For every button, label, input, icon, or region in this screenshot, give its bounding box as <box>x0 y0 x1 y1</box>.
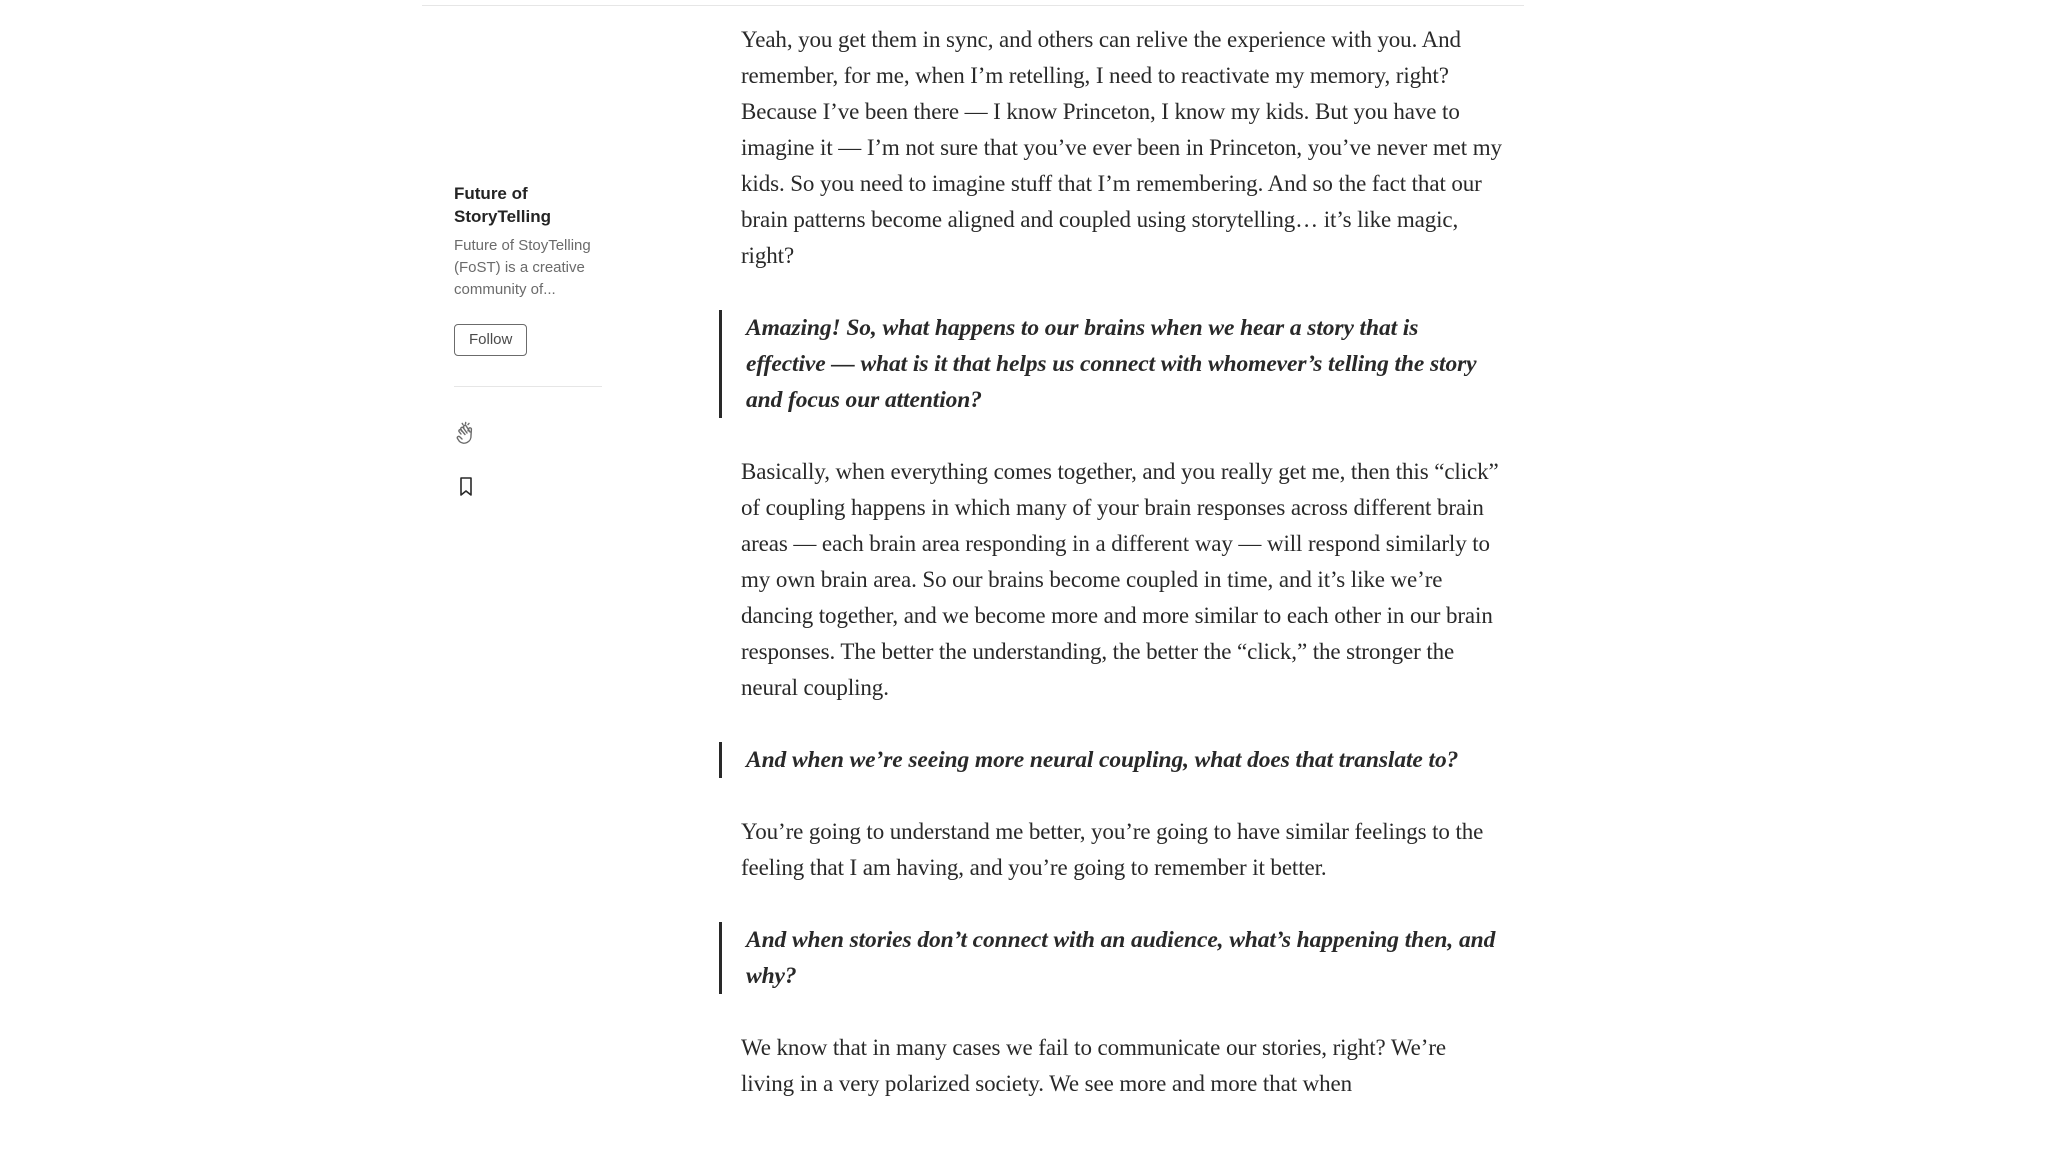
clap-icon[interactable] <box>452 420 482 450</box>
publication-name[interactable]: Future of StoryTelling <box>454 184 551 226</box>
article-paragraph: We know that in many cases we fail to communicate our stories, right? We’re living in a very polarized society. We see more and more that when <box>741 1035 1446 1096</box>
article-body <box>741 22 1503 1138</box>
article-paragraph: You’re going to understand me better, you’re going to have similar feelings to the feeling that I am having, and you’re going to remember it better. <box>741 819 1484 880</box>
top-divider <box>422 5 1524 6</box>
sidebar-divider <box>454 386 602 387</box>
interview-question-text: Amazing! So, what happens to our brains when we hear a story that is effective — what is it that helps us connect with whomever’s telling the story and focus our attention? <box>746 315 1477 413</box>
interview-question-text: And when we’re seeing more neural coupling, what does that translate to? <box>746 747 1459 773</box>
publication-description: Future of StoyTelling (FoST) is a creative community of... <box>454 237 591 298</box>
interview-question <box>719 742 1503 778</box>
article-paragraph: Basically, when everything comes together, and you really get me, then this “click” of coupling happens in which many of your brain responses across different brain areas — each brain area responding in a different way — will respond similarly to my own brain area. So our brains become coupled in time, and it’s like we’re dancing together, and we become more and more similar to each other in our brain responses. The better the understanding, the better the “click,” the stronger the neural coupling. <box>741 459 1499 700</box>
bookmark-icon[interactable] <box>452 472 482 502</box>
interview-question <box>719 310 1503 418</box>
follow-button[interactable]: Follow <box>454 324 527 356</box>
interview-question <box>719 922 1503 994</box>
interview-question-text: And when stories don’t connect with an audience, what’s happening then, and why? <box>746 927 1496 989</box>
article-paragraph: Yeah, you get them in sync, and others can relive the experience with you. And remember, for me, when I’m retelling, I need to reactivate my memory, right? Because I’ve been there — I know Princeton, I know my kids. But you have to imagine it — I’m not sure that you’ve ever been in Princeton, you’ve never met my kids. So you need to imagine stuff that I’m remembering. And so the fact that our brain patterns become aligned and coupled using storytelling… it’s like magic, right? <box>741 27 1502 268</box>
publication-sidebar <box>454 182 602 356</box>
